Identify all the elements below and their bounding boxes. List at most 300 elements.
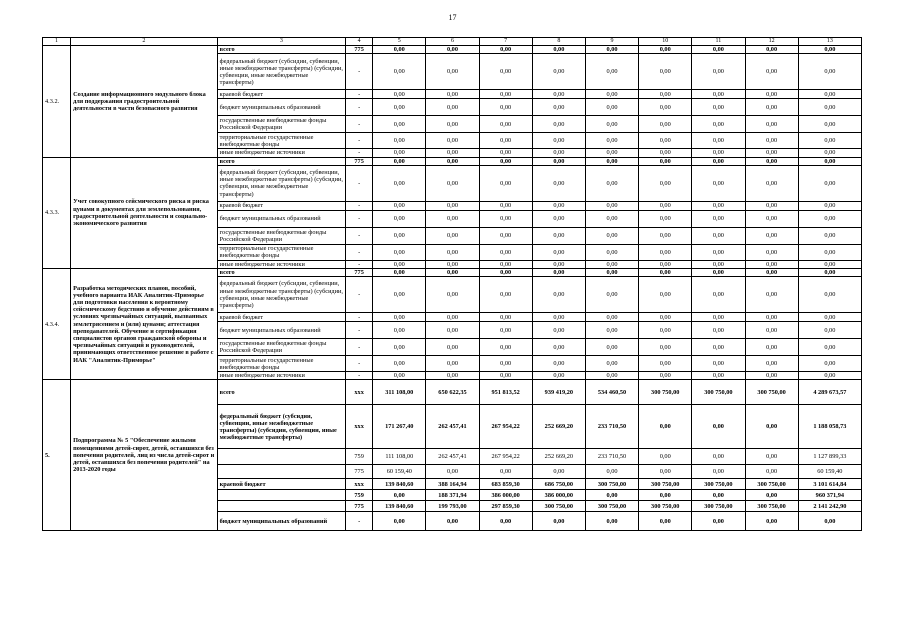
amount-cell: 0,00 bbox=[692, 165, 745, 201]
amount-cell: 0,00 bbox=[426, 165, 479, 201]
amount-cell: 0,00 bbox=[479, 322, 532, 339]
amount-cell: 683 859,30 bbox=[479, 479, 532, 490]
amount-cell: 0,00 bbox=[692, 277, 745, 313]
funding-source: государственные внебюджетные фонды Российской Федерации bbox=[217, 227, 345, 244]
amount-cell: 0,00 bbox=[798, 269, 861, 277]
budget-code: - bbox=[346, 90, 373, 99]
table-row bbox=[43, 380, 862, 405]
budget-code: - bbox=[346, 322, 373, 339]
budget-code: xxx bbox=[346, 380, 373, 405]
amount-cell: 0,00 bbox=[479, 46, 532, 54]
amount-cell: 0,00 bbox=[745, 449, 798, 465]
amount-cell: 0,00 bbox=[373, 244, 426, 260]
amount-cell: 0,00 bbox=[479, 149, 532, 157]
amount-cell: 0,00 bbox=[639, 405, 692, 449]
amount-cell: 0,00 bbox=[426, 157, 479, 165]
amount-cell: 0,00 bbox=[532, 90, 585, 99]
amount-cell: 300 750,00 bbox=[745, 501, 798, 512]
amount-cell: 0,00 bbox=[426, 227, 479, 244]
amount-cell: 0,00 bbox=[798, 322, 861, 339]
amount-cell: 0,00 bbox=[692, 449, 745, 465]
budget-code: - bbox=[346, 99, 373, 116]
amount-cell: 0,00 bbox=[426, 201, 479, 210]
amount-cell: 0,00 bbox=[639, 244, 692, 260]
funding-source: федеральный бюджет (субсидии, субвенции, иные межбюджетные трансферты) (субсидии, субвенции, иные межбюджетные трансферты) bbox=[217, 165, 345, 201]
amount-cell: 300 750,00 bbox=[639, 501, 692, 512]
amount-cell: 0,00 bbox=[585, 99, 638, 116]
amount-cell: 0,00 bbox=[639, 449, 692, 465]
amount-cell: 0,00 bbox=[479, 54, 532, 90]
budget-code: - bbox=[346, 313, 373, 322]
budget-code: - bbox=[346, 512, 373, 531]
amount-cell: 0,00 bbox=[745, 157, 798, 165]
amount-cell: 0,00 bbox=[798, 372, 861, 380]
amount-cell: 0,00 bbox=[585, 46, 638, 54]
amount-cell: 0,00 bbox=[479, 244, 532, 260]
amount-cell: 0,00 bbox=[745, 133, 798, 149]
amount-cell: 300 750,00 bbox=[692, 501, 745, 512]
amount-cell: 0,00 bbox=[798, 99, 861, 116]
amount-cell: 0,00 bbox=[479, 157, 532, 165]
amount-cell: 0,00 bbox=[426, 90, 479, 99]
amount-cell: 0,00 bbox=[798, 210, 861, 227]
amount-cell: 0,00 bbox=[373, 313, 426, 322]
amount-cell: 252 669,20 bbox=[532, 405, 585, 449]
funding-source bbox=[217, 501, 345, 512]
funding-source bbox=[217, 449, 345, 465]
column-number: 12 bbox=[745, 38, 798, 46]
amount-cell: 0,00 bbox=[745, 90, 798, 99]
amount-cell: 300 750,00 bbox=[639, 479, 692, 490]
amount-cell: 0,00 bbox=[798, 54, 861, 90]
budget-code: - bbox=[346, 165, 373, 201]
funding-source: бюджет муниципальных образований bbox=[217, 322, 345, 339]
amount-cell: 0,00 bbox=[585, 54, 638, 90]
amount-cell: 0,00 bbox=[373, 356, 426, 372]
amount-cell: 0,00 bbox=[798, 277, 861, 313]
amount-cell: 0,00 bbox=[426, 46, 479, 54]
amount-cell: 0,00 bbox=[585, 313, 638, 322]
budget-code: - bbox=[346, 339, 373, 356]
amount-cell: 0,00 bbox=[373, 157, 426, 165]
amount-cell: 0,00 bbox=[692, 512, 745, 531]
column-number: 4 bbox=[346, 38, 373, 46]
amount-cell: 0,00 bbox=[585, 465, 638, 479]
amount-cell: 0,00 bbox=[745, 99, 798, 116]
amount-cell: 0,00 bbox=[373, 116, 426, 133]
amount-cell: 0,00 bbox=[479, 116, 532, 133]
amount-cell: 0,00 bbox=[532, 339, 585, 356]
amount-cell: 300 750,00 bbox=[585, 479, 638, 490]
amount-cell: 534 460,50 bbox=[585, 380, 638, 405]
amount-cell: 0,00 bbox=[585, 269, 638, 277]
amount-cell: 0,00 bbox=[692, 210, 745, 227]
amount-cell: 0,00 bbox=[745, 116, 798, 133]
funding-source: государственные внебюджетные фонды Российской Федерации bbox=[217, 339, 345, 356]
amount-cell: 0,00 bbox=[532, 372, 585, 380]
amount-cell: 233 710,50 bbox=[585, 405, 638, 449]
budget-table bbox=[42, 37, 862, 531]
amount-cell: 0,00 bbox=[532, 210, 585, 227]
amount-cell: 0,00 bbox=[798, 165, 861, 201]
amount-cell: 0,00 bbox=[426, 356, 479, 372]
amount-cell: 0,00 bbox=[532, 149, 585, 157]
amount-cell: 0,00 bbox=[373, 165, 426, 201]
amount-cell: 300 750,00 bbox=[639, 380, 692, 405]
amount-cell: 0,00 bbox=[585, 322, 638, 339]
amount-cell: 0,00 bbox=[585, 133, 638, 149]
amount-cell: 0,00 bbox=[798, 339, 861, 356]
amount-cell: 0,00 bbox=[692, 149, 745, 157]
amount-cell: 0,00 bbox=[479, 260, 532, 268]
amount-cell: 0,00 bbox=[639, 165, 692, 201]
funding-source: федеральный бюджет (субсидии, субвенции, иные межбюджетные трансферты) (субсидии, субвенции, иные межбюджетные трансферты) bbox=[217, 277, 345, 313]
amount-cell: 252 669,20 bbox=[532, 449, 585, 465]
amount-cell: 0,00 bbox=[585, 201, 638, 210]
amount-cell: 0,00 bbox=[426, 322, 479, 339]
amount-cell: 939 419,20 bbox=[532, 380, 585, 405]
amount-cell: 0,00 bbox=[426, 210, 479, 227]
amount-cell: 0,00 bbox=[373, 54, 426, 90]
amount-cell: 0,00 bbox=[532, 54, 585, 90]
amount-cell: 0,00 bbox=[585, 277, 638, 313]
budget-code: xxx bbox=[346, 479, 373, 490]
amount-cell: 951 813,52 bbox=[479, 380, 532, 405]
amount-cell: 0,00 bbox=[479, 227, 532, 244]
amount-cell: 0,00 bbox=[532, 227, 585, 244]
funding-source: территориальные государственные внебюджетные фонды bbox=[217, 133, 345, 149]
budget-code: - bbox=[346, 356, 373, 372]
amount-cell: 0,00 bbox=[798, 46, 861, 54]
amount-cell: 0,00 bbox=[426, 244, 479, 260]
amount-cell: 0,00 bbox=[585, 210, 638, 227]
amount-cell: 0,00 bbox=[585, 260, 638, 268]
amount-cell: 0,00 bbox=[692, 99, 745, 116]
amount-cell: 0,00 bbox=[745, 269, 798, 277]
amount-cell: 0,00 bbox=[532, 46, 585, 54]
amount-cell: 0,00 bbox=[585, 227, 638, 244]
funding-source: краевой бюджет bbox=[217, 201, 345, 210]
amount-cell: 0,00 bbox=[426, 54, 479, 90]
amount-cell: 0,00 bbox=[745, 210, 798, 227]
funding-source: бюджет муниципальных образований bbox=[217, 99, 345, 116]
amount-cell: 0,00 bbox=[373, 260, 426, 268]
amount-cell: 0,00 bbox=[532, 244, 585, 260]
amount-cell: 0,00 bbox=[585, 490, 638, 501]
amount-cell: 0,00 bbox=[639, 210, 692, 227]
amount-cell: 0,00 bbox=[745, 54, 798, 90]
budget-code: 759 bbox=[346, 490, 373, 501]
amount-cell: 0,00 bbox=[479, 512, 532, 531]
budget-code: xxx bbox=[346, 405, 373, 449]
amount-cell: 0,00 bbox=[585, 90, 638, 99]
table-row bbox=[43, 157, 862, 165]
amount-cell: 0,00 bbox=[532, 99, 585, 116]
column-number-row bbox=[43, 38, 862, 46]
amount-cell: 0,00 bbox=[532, 322, 585, 339]
amount-cell: 0,00 bbox=[532, 133, 585, 149]
amount-cell: 0,00 bbox=[426, 313, 479, 322]
amount-cell: 0,00 bbox=[639, 269, 692, 277]
amount-cell: 686 750,00 bbox=[532, 479, 585, 490]
amount-cell: 0,00 bbox=[479, 133, 532, 149]
column-number: 1 bbox=[43, 38, 71, 46]
amount-cell: 0,00 bbox=[639, 149, 692, 157]
column-number: 7 bbox=[479, 38, 532, 46]
section-name: Создание информационного модульного блока для поддержания градостроительной деятельности в части безопасного развития bbox=[71, 46, 218, 157]
amount-cell: 0,00 bbox=[532, 465, 585, 479]
section-code: 4.3.4. bbox=[43, 269, 71, 380]
amount-cell: 0,00 bbox=[479, 269, 532, 277]
amount-cell: 0,00 bbox=[692, 227, 745, 244]
funding-source: иные внебюджетные источники bbox=[217, 260, 345, 268]
amount-cell: 0,00 bbox=[585, 165, 638, 201]
column-number: 11 bbox=[692, 38, 745, 46]
amount-cell: 0,00 bbox=[798, 116, 861, 133]
amount-cell: 60 159,40 bbox=[798, 465, 861, 479]
amount-cell: 1 127 899,33 bbox=[798, 449, 861, 465]
column-number: 8 bbox=[532, 38, 585, 46]
section-name: Разработка методических планов, пособий, учебного варианта ИАК Аналитик-Приморье для подготовки населения к вероятному сейсмическому бедствию и обучение действиям в условиях чрезвычайных ситуаций, вызванных землетрясением и (или) цунами; аттестация преподавателей. Обучение и сертификация специалистов органов гражданской обороны и чрезвычайных ситуаций и руководителей, принимающих ответственное решение в работе с ИАК "Аналитик-Приморье" bbox=[71, 269, 218, 380]
funding-source: всего bbox=[217, 46, 345, 54]
budget-code: 775 bbox=[346, 269, 373, 277]
amount-cell: 0,00 bbox=[639, 465, 692, 479]
amount-cell: 0,00 bbox=[798, 157, 861, 165]
amount-cell: 0,00 bbox=[639, 339, 692, 356]
amount-cell: 0,00 bbox=[373, 133, 426, 149]
amount-cell: 1 188 058,73 bbox=[798, 405, 861, 449]
amount-cell: 2 141 242,90 bbox=[798, 501, 861, 512]
budget-code: - bbox=[346, 372, 373, 380]
amount-cell: 0,00 bbox=[692, 269, 745, 277]
amount-cell: 0,00 bbox=[426, 465, 479, 479]
funding-source: иные внебюджетные источники bbox=[217, 372, 345, 380]
table-row bbox=[43, 46, 862, 54]
page-number: 17 bbox=[448, 13, 457, 22]
amount-cell: 4 289 673,57 bbox=[798, 380, 861, 405]
amount-cell: 0,00 bbox=[373, 277, 426, 313]
budget-code: - bbox=[346, 260, 373, 268]
funding-source: всего bbox=[217, 269, 345, 277]
amount-cell: 0,00 bbox=[692, 356, 745, 372]
amount-cell: 0,00 bbox=[798, 313, 861, 322]
funding-source: иные внебюджетные источники bbox=[217, 149, 345, 157]
amount-cell: 262 457,41 bbox=[426, 449, 479, 465]
amount-cell: 0,00 bbox=[639, 277, 692, 313]
amount-cell: 199 793,00 bbox=[426, 501, 479, 512]
budget-code: - bbox=[346, 277, 373, 313]
amount-cell: 0,00 bbox=[798, 149, 861, 157]
amount-cell: 386 000,00 bbox=[479, 490, 532, 501]
amount-cell: 0,00 bbox=[532, 356, 585, 372]
section-code: 4.3.3. bbox=[43, 157, 71, 268]
amount-cell: 0,00 bbox=[532, 116, 585, 133]
amount-cell: 0,00 bbox=[373, 210, 426, 227]
amount-cell: 300 750,00 bbox=[585, 501, 638, 512]
amount-cell: 0,00 bbox=[532, 269, 585, 277]
amount-cell: 233 710,50 bbox=[585, 449, 638, 465]
amount-cell: 0,00 bbox=[479, 201, 532, 210]
amount-cell: 0,00 bbox=[426, 277, 479, 313]
amount-cell: 0,00 bbox=[639, 201, 692, 210]
amount-cell: 0,00 bbox=[798, 244, 861, 260]
amount-cell: 0,00 bbox=[639, 46, 692, 54]
amount-cell: 0,00 bbox=[585, 356, 638, 372]
column-number: 6 bbox=[426, 38, 479, 46]
amount-cell: 0,00 bbox=[585, 372, 638, 380]
amount-cell: 0,00 bbox=[532, 157, 585, 165]
amount-cell: 0,00 bbox=[639, 322, 692, 339]
amount-cell: 0,00 bbox=[639, 260, 692, 268]
amount-cell: 0,00 bbox=[692, 339, 745, 356]
section-code: 4.3.2. bbox=[43, 46, 71, 157]
amount-cell: 60 159,40 bbox=[373, 465, 426, 479]
amount-cell: 111 108,00 bbox=[373, 449, 426, 465]
amount-cell: 0,00 bbox=[532, 165, 585, 201]
amount-cell: 0,00 bbox=[692, 322, 745, 339]
amount-cell: 0,00 bbox=[426, 260, 479, 268]
amount-cell: 188 371,94 bbox=[426, 490, 479, 501]
amount-cell: 0,00 bbox=[745, 227, 798, 244]
budget-code: - bbox=[346, 201, 373, 210]
amount-cell: 0,00 bbox=[479, 165, 532, 201]
amount-cell: 0,00 bbox=[585, 512, 638, 531]
amount-cell: 0,00 bbox=[479, 277, 532, 313]
amount-cell: 0,00 bbox=[639, 490, 692, 501]
amount-cell: 0,00 bbox=[639, 313, 692, 322]
table-body bbox=[43, 38, 862, 531]
amount-cell: 0,00 bbox=[692, 260, 745, 268]
amount-cell: 0,00 bbox=[639, 512, 692, 531]
budget-code: - bbox=[346, 116, 373, 133]
amount-cell: 0,00 bbox=[745, 46, 798, 54]
section-code: 5. bbox=[43, 380, 71, 531]
amount-cell: 0,00 bbox=[639, 157, 692, 165]
amount-cell: 386 000,00 bbox=[532, 490, 585, 501]
amount-cell: 0,00 bbox=[426, 512, 479, 531]
amount-cell: 0,00 bbox=[745, 244, 798, 260]
budget-code: - bbox=[346, 133, 373, 149]
amount-cell: 0,00 bbox=[532, 277, 585, 313]
budget-code: 775 bbox=[346, 465, 373, 479]
amount-cell: 0,00 bbox=[479, 339, 532, 356]
funding-source: краевой бюджет bbox=[217, 313, 345, 322]
amount-cell: 0,00 bbox=[373, 490, 426, 501]
amount-cell: 0,00 bbox=[798, 356, 861, 372]
funding-source: федеральный бюджет (субсидии, субвенции, иные межбюджетные трансферты) (субсидии, субвенции, иные межбюджетные трансферты) bbox=[217, 54, 345, 90]
funding-source: территориальные государственные внебюджетные фонды bbox=[217, 356, 345, 372]
amount-cell: 0,00 bbox=[373, 201, 426, 210]
amount-cell: 311 108,00 bbox=[373, 380, 426, 405]
amount-cell: 0,00 bbox=[532, 260, 585, 268]
amount-cell: 3 101 614,84 bbox=[798, 479, 861, 490]
budget-code: - bbox=[346, 54, 373, 90]
budget-code: 775 bbox=[346, 501, 373, 512]
amount-cell: 0,00 bbox=[745, 490, 798, 501]
amount-cell: 0,00 bbox=[585, 149, 638, 157]
amount-cell: 171 267,40 bbox=[373, 405, 426, 449]
section-name: Подпрограмма № 5 "Обеспечение жилыми помещениями детей-сирот, детей, оставшихся без попечения родителей, лиц из числа детей-сирот и детей, оставшихся без попечения родителей" на 2013-2020 годы bbox=[71, 380, 218, 531]
amount-cell: 388 164,94 bbox=[426, 479, 479, 490]
budget-code: - bbox=[346, 244, 373, 260]
amount-cell: 0,00 bbox=[585, 339, 638, 356]
amount-cell: 0,00 bbox=[373, 227, 426, 244]
amount-cell: 0,00 bbox=[639, 133, 692, 149]
amount-cell: 0,00 bbox=[426, 133, 479, 149]
column-number: 9 bbox=[585, 38, 638, 46]
amount-cell: 0,00 bbox=[639, 99, 692, 116]
funding-source: бюджет муниципальных образований bbox=[217, 210, 345, 227]
amount-cell: 0,00 bbox=[798, 133, 861, 149]
amount-cell: 300 750,00 bbox=[692, 380, 745, 405]
funding-source bbox=[217, 465, 345, 479]
amount-cell: 0,00 bbox=[745, 339, 798, 356]
amount-cell: 0,00 bbox=[426, 372, 479, 380]
amount-cell: 650 622,35 bbox=[426, 380, 479, 405]
amount-cell: 300 750,00 bbox=[692, 479, 745, 490]
amount-cell: 0,00 bbox=[426, 339, 479, 356]
funding-source: государственные внебюджетные фонды Российской Федерации bbox=[217, 116, 345, 133]
amount-cell: 960 371,94 bbox=[798, 490, 861, 501]
amount-cell: 0,00 bbox=[373, 512, 426, 531]
funding-source: всего bbox=[217, 157, 345, 165]
amount-cell: 0,00 bbox=[639, 90, 692, 99]
budget-code: - bbox=[346, 210, 373, 227]
funding-source: краевой бюджет bbox=[217, 90, 345, 99]
amount-cell: 0,00 bbox=[798, 90, 861, 99]
amount-cell: 0,00 bbox=[639, 372, 692, 380]
amount-cell: 0,00 bbox=[373, 149, 426, 157]
amount-cell: 0,00 bbox=[692, 465, 745, 479]
amount-cell: 267 954,22 bbox=[479, 405, 532, 449]
amount-cell: 0,00 bbox=[426, 116, 479, 133]
amount-cell: 0,00 bbox=[745, 356, 798, 372]
amount-cell: 0,00 bbox=[639, 116, 692, 133]
amount-cell: 0,00 bbox=[585, 157, 638, 165]
amount-cell: 0,00 bbox=[745, 372, 798, 380]
amount-cell: 0,00 bbox=[532, 313, 585, 322]
funding-source: всего bbox=[217, 380, 345, 405]
amount-cell: 0,00 bbox=[745, 512, 798, 531]
column-number: 5 bbox=[373, 38, 426, 46]
amount-cell: 0,00 bbox=[692, 201, 745, 210]
amount-cell: 0,00 bbox=[692, 372, 745, 380]
amount-cell: 262 457,41 bbox=[426, 405, 479, 449]
amount-cell: 0,00 bbox=[692, 54, 745, 90]
amount-cell: 0,00 bbox=[639, 356, 692, 372]
amount-cell: 0,00 bbox=[373, 90, 426, 99]
amount-cell: 0,00 bbox=[479, 313, 532, 322]
budget-code: - bbox=[346, 227, 373, 244]
budget-code: 775 bbox=[346, 157, 373, 165]
amount-cell: 0,00 bbox=[745, 201, 798, 210]
amount-cell: 0,00 bbox=[426, 149, 479, 157]
amount-cell: 0,00 bbox=[692, 116, 745, 133]
amount-cell: 0,00 bbox=[479, 90, 532, 99]
amount-cell: 0,00 bbox=[639, 227, 692, 244]
amount-cell: 300 750,00 bbox=[532, 501, 585, 512]
amount-cell: 0,00 bbox=[479, 210, 532, 227]
budget-code: 759 bbox=[346, 449, 373, 465]
amount-cell: 0,00 bbox=[745, 165, 798, 201]
amount-cell: 0,00 bbox=[692, 405, 745, 449]
amount-cell: 0,00 bbox=[798, 227, 861, 244]
funding-source: территориальные государственные внебюджетные фонды bbox=[217, 244, 345, 260]
amount-cell: 0,00 bbox=[745, 277, 798, 313]
budget-code: - bbox=[346, 149, 373, 157]
amount-cell: 0,00 bbox=[745, 322, 798, 339]
amount-cell: 0,00 bbox=[479, 99, 532, 116]
